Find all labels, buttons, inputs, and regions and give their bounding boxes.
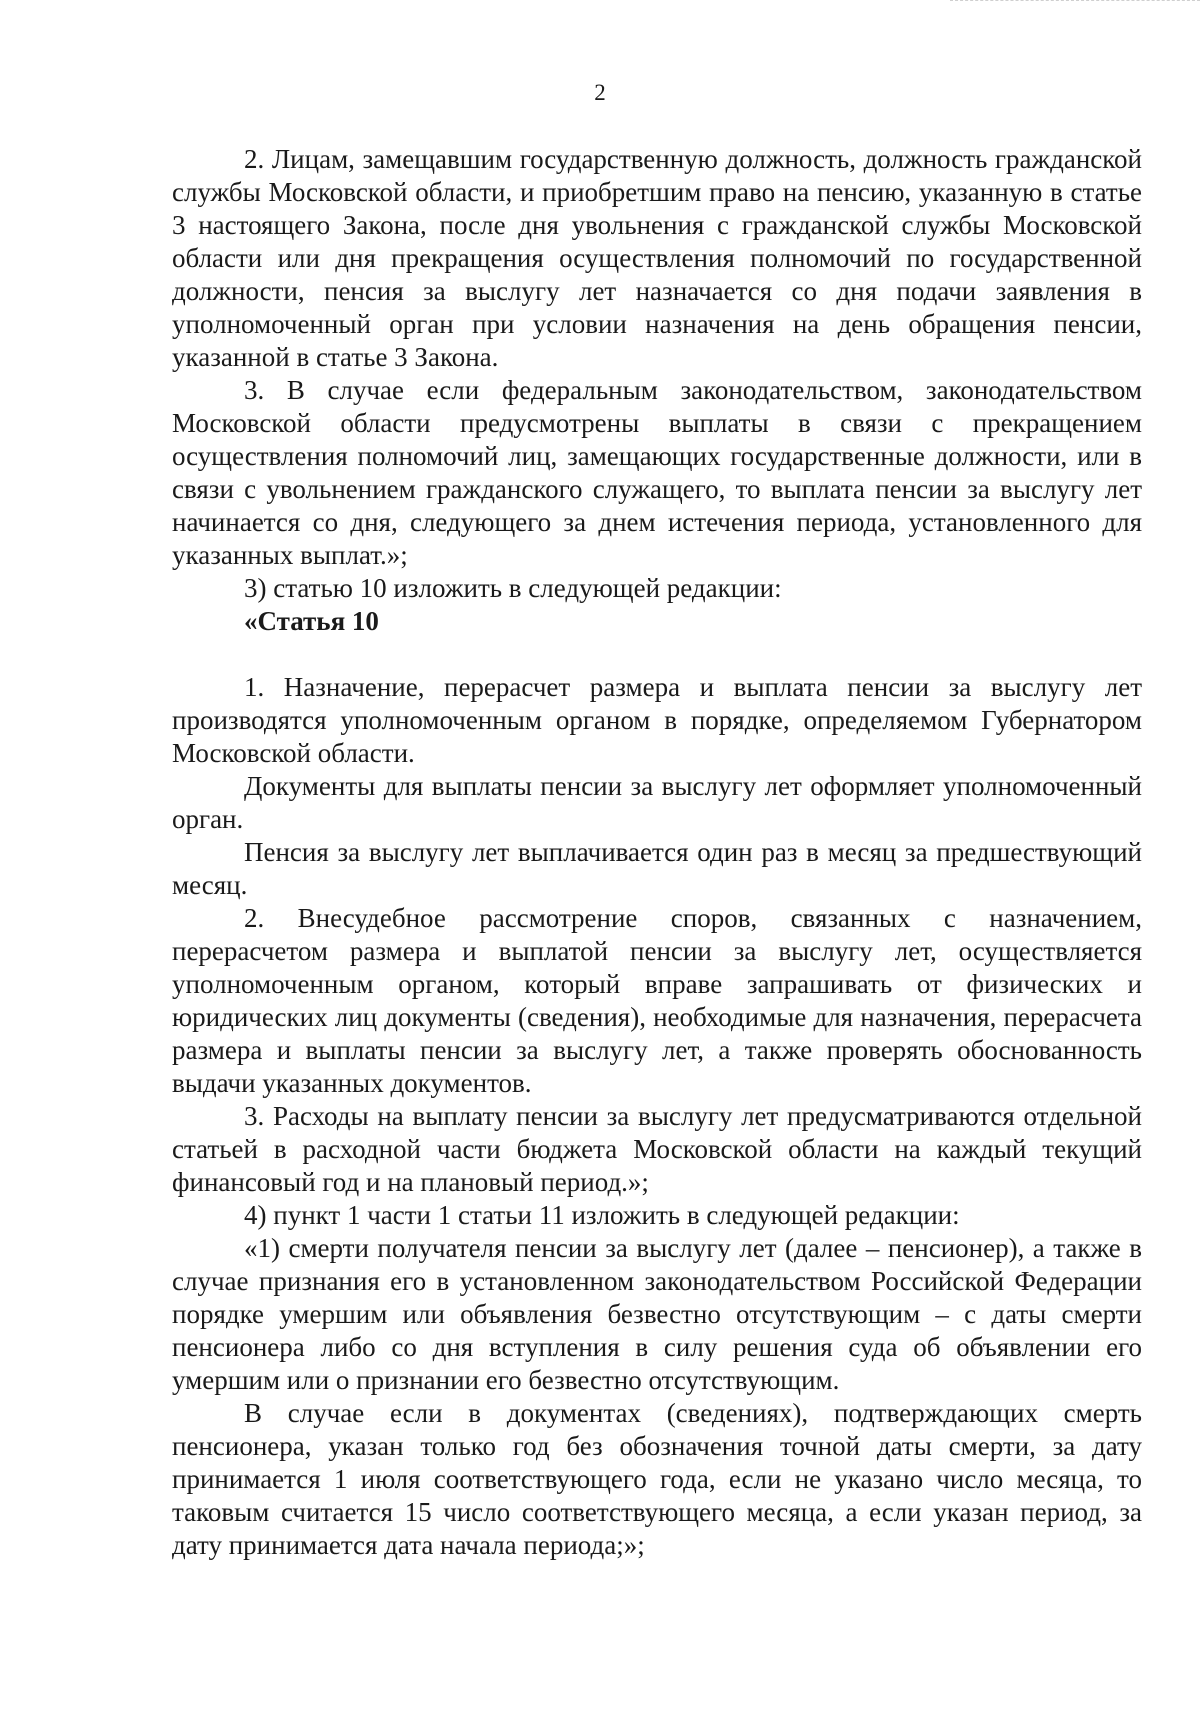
article-10-part-1-documents: Документы для выплаты пенсии за выслугу лет оформляет уполномоченный орган. — [172, 771, 1142, 834]
document-body — [172, 143, 1142, 1562]
article-11-item-1: «1) смерти получателя пенсии за выслугу лет (далее – пенсионер), а также в случае признания его в установленном законодательством Российской Федерации порядке умершим или объявления безвестно отсутствующим – с даты смерти пенсионера либо со дня вступления в силу решения суда об объявлении его умершим или о признании его безвестно отсутствующим. — [172, 1233, 1142, 1395]
paragraph-item-3: 3. В случае если федеральным законодательством, законодательством Московской области предусмотрены выплаты в связи с прекращением осуществления полномочий лиц, замещающих государственные должности, или в связи с увольнением гражданского служащего, то выплата пенсии за выслугу лет начинается со дня, следующего за днем истечения периода, установленного для указанных выплат.»; — [172, 375, 1142, 570]
article-10-heading: «Статья 10 — [244, 606, 379, 636]
article-10-part-3: 3. Расходы на выплату пенсии за выслугу лет предусматриваются отдельной статьей в расходной части бюджета Московской области на каждый текущий финансовый год и на плановый период.»; — [172, 1101, 1142, 1197]
paragraph-item-2: 2. Лицам, замещавшим государственную должность, должность гражданской службы Московской области, и приобретшим право на пенсию, указанную в статье 3 настоящего Закона, после дня увольнения с гражданской службы Московской области или дня прекращения осуществления полномочий по государственной должности, пенсия за выслугу лет назначается со дня подачи заявления в уполномоченный орган при условии назначения на день обращения пенсии, указанной в статье 3 Закона. — [172, 144, 1142, 372]
page-number: 2 — [594, 80, 606, 105]
article-10-part-1-monthly: Пенсия за выслугу лет выплачивается один раз в месяц за предшествующий месяц. — [172, 837, 1142, 900]
article-10-part-2: 2. Внесудебное рассмотрение споров, связанных с назначением, перерасчетом размера и выплатой пенсии за выслугу лет, осуществляется уполномоченным органом, который вправе запрашивать от физических и юридических лиц документы (сведения), необходимые для назначения, перерасчета размера и выплаты пенсии за выслугу лет, а также проверять обоснованность выдачи указанных документов. — [172, 903, 1142, 1098]
paragraph-amend-article-11: 4) пункт 1 части 1 статьи 11 изложить в следующей редакции: — [244, 1200, 960, 1230]
top-edge-rule — [950, 0, 1200, 2]
paragraph-amend-article-10: 3) статью 10 изложить в следующей редакции: — [244, 573, 782, 603]
article-10-part-1: 1. Назначение, перерасчет размера и выплата пенсии за выслугу лет производятся уполномоченным органом в порядке, определяемом Губернатором Московской области. — [172, 672, 1142, 768]
article-11-item-1-date-rule: В случае если в документах (сведениях), подтверждающих смерть пенсионера, указан только год без обозначения точной даты смерти, за дату принимается 1 июля соответствующего года, если не указано число месяца, то таковым считается 15 число соответствующего месяца, а если указан период, за дату принимается дата начала периода;»; — [172, 1398, 1142, 1560]
blank-line — [172, 638, 1142, 671]
